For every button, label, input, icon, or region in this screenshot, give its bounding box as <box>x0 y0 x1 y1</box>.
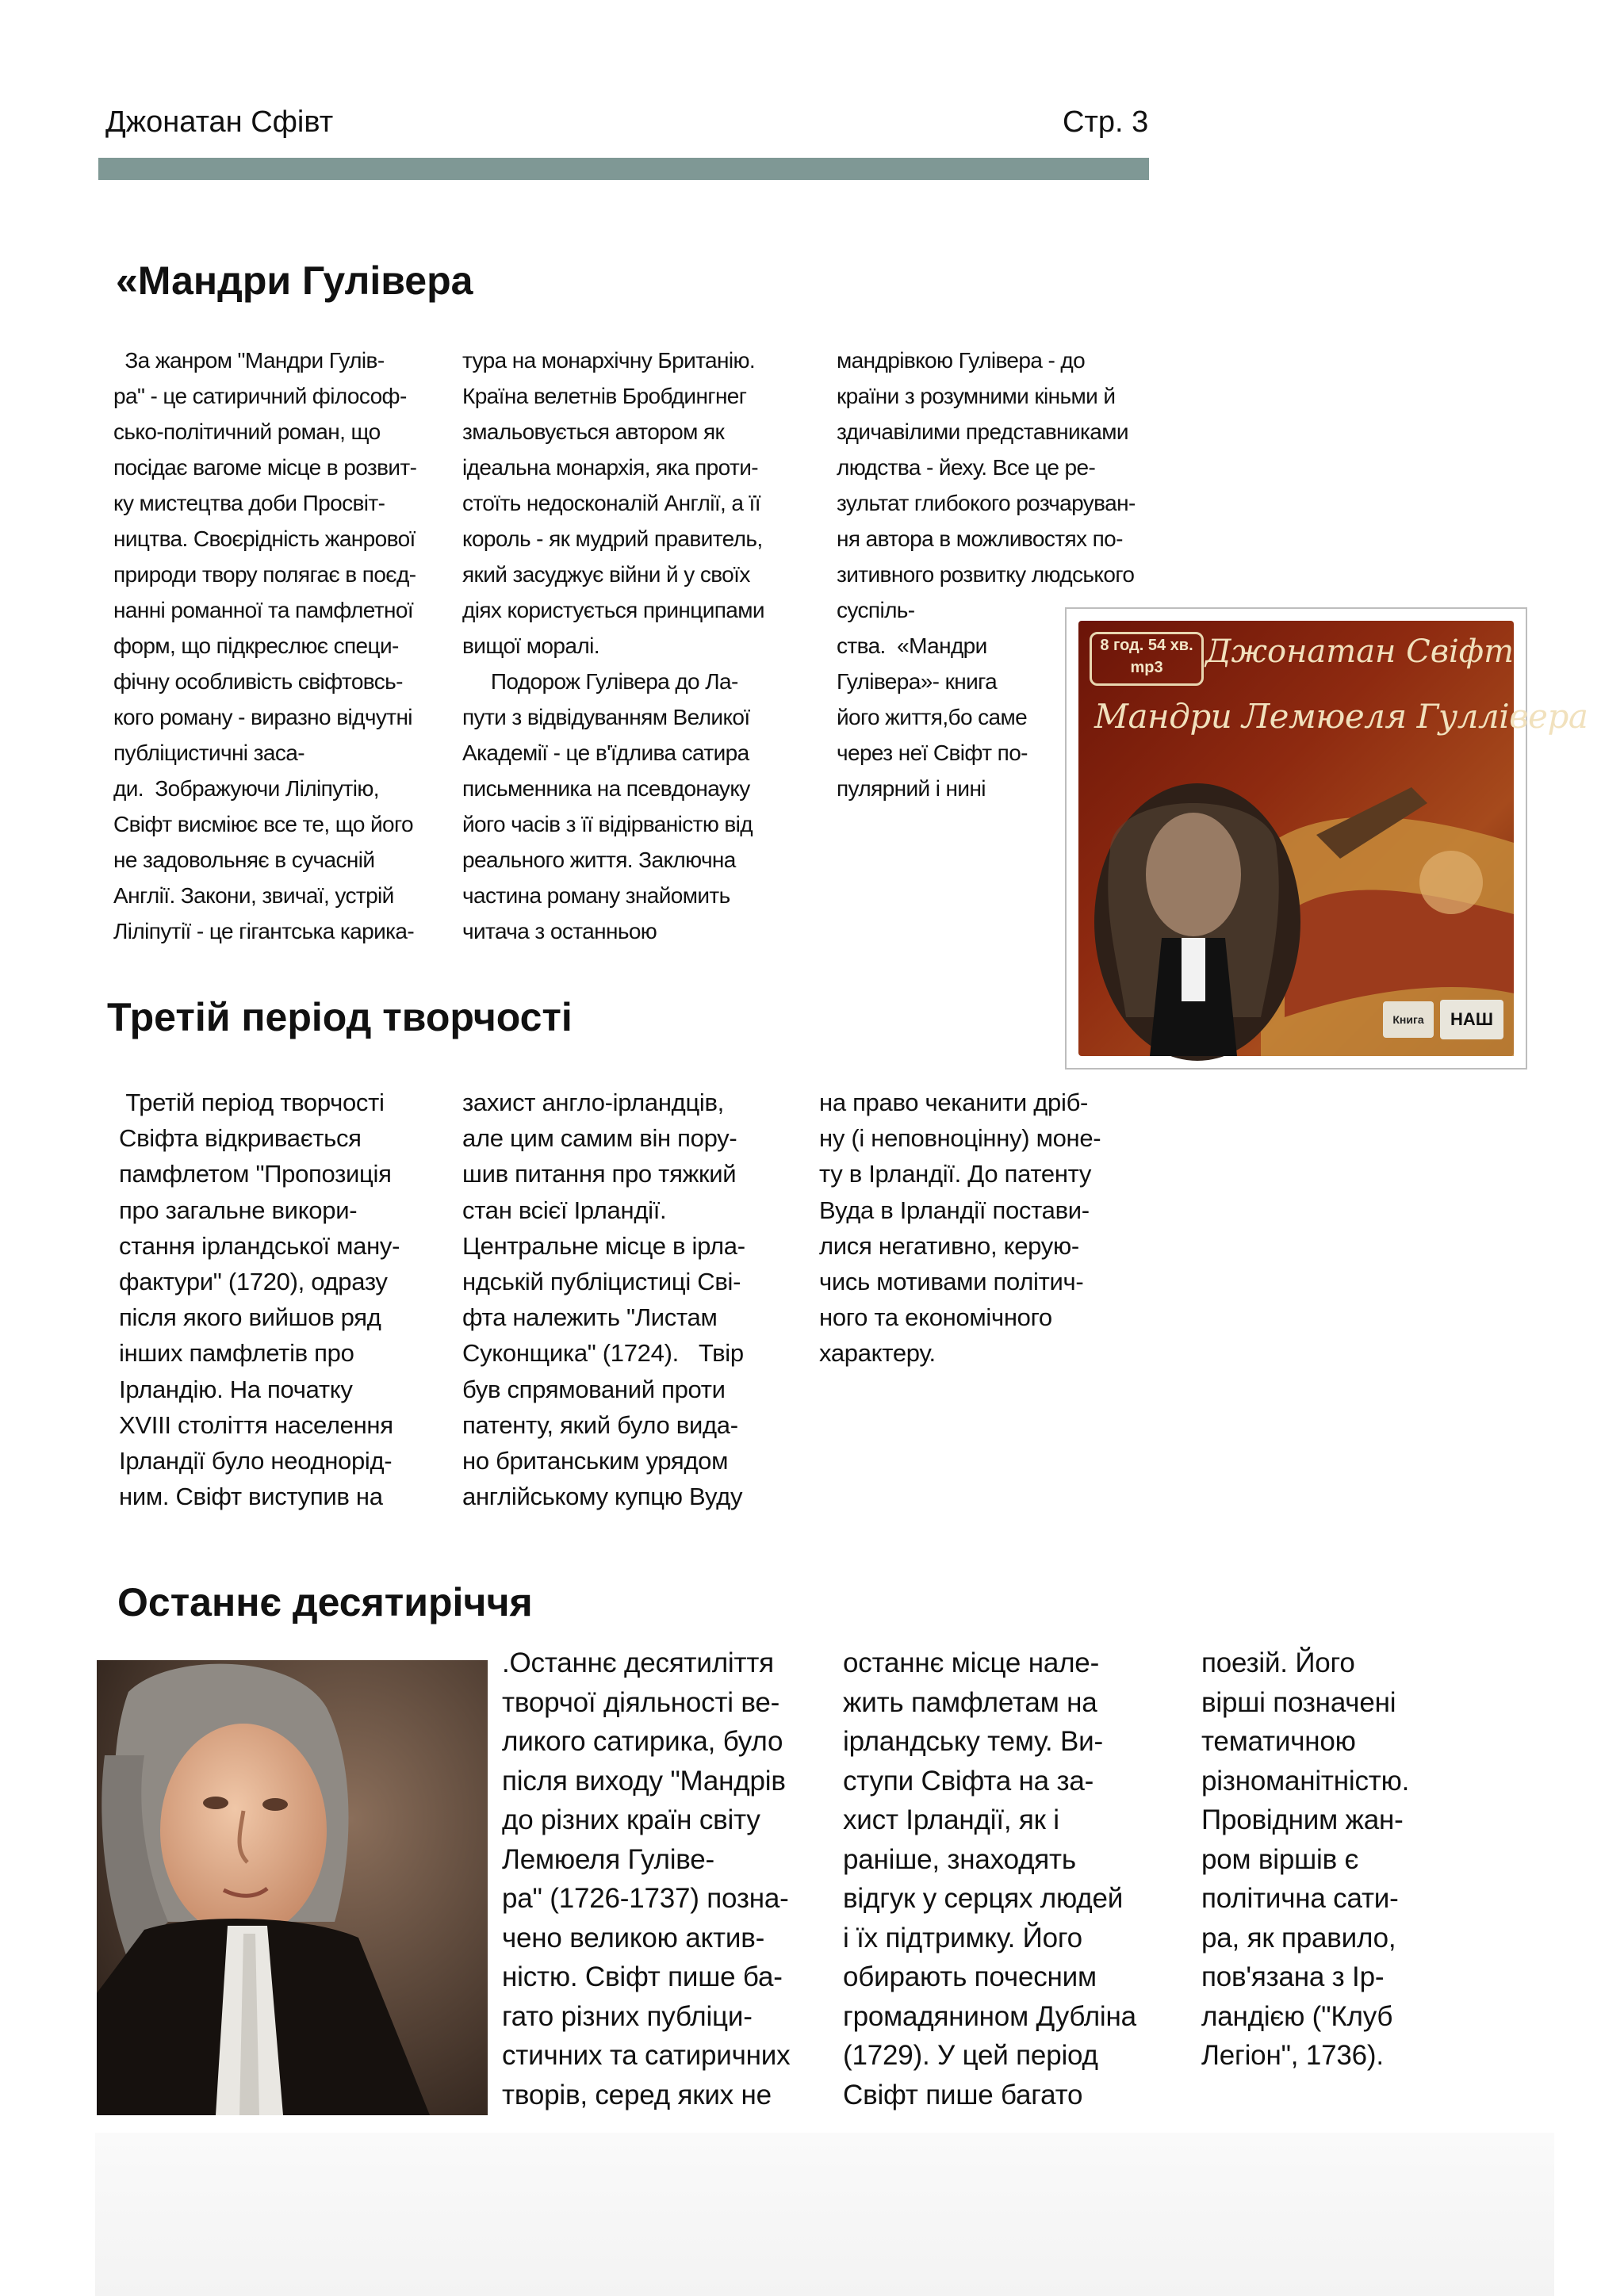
section-title-gulliver: «Мандри Гулівера <box>116 258 473 303</box>
gulliver-column-2: тура на монархічну Британію. Країна велетнів Бробдингнег змальовується автором як ідеальна монархія, яка проти- стоїть недосконалій Англії, а її король - як мудрий правитель, який засуджує війни й у своїх діях користується принципами вищої моралі. Подорож Гулівера до Ла- пути з відвідуванням Великої Академії - це в'їдлива сатира письменника на псевдонауку його часів з її відірваністю від реального життя. Заключна частина роману знайомить читача з останньою <box>462 348 764 943</box>
gulliver-column-3: мандрівкою Гулівера - до країни з розумними кіньми й здичавілими представниками людства - йеху. Все це ре- зультат глибокого розчаруван- ня автора в можливостях по- зитивного розвитку людського суспіль- ства. «Мандри Гулівера»- книга його життя,бо саме через неї Свіфт по- пулярний і нині <box>837 348 1136 801</box>
gulliver-column-1: За жанром "Мандри Гулів- ра" - це сатиричний філософ- сько-політичний роман, що посідає вагоме місце в розвит- ку мистецтва доби Просвіт- ництва. Своєрідність жанрової природи твору полягає в поєд- нанні романної та памфлетної форм, що підкреслює специ- фічну особливість свіфтовсь- кого роману - виразно відчутні публіцистичні заса- ди. Зображуючи Ліліпутію, Свіфт висміює все те, що його не задовольняє в сучасній Англії. Закони, звичаї, устрій Ліліпутії - це гігантська карика- <box>113 348 417 943</box>
cover-publisher-logo: Книга <box>1383 1001 1434 1038</box>
cover-format: mp3 <box>1130 659 1163 676</box>
header-rule <box>98 158 1149 180</box>
header-author: Джонатан Сфівт <box>105 105 334 139</box>
swift-portrait-image <box>97 1660 488 2115</box>
audiobook-cover-image <box>1078 621 1588 1056</box>
section-title-third-period: Третій період творчості <box>107 995 573 1039</box>
section-title-last-decade: Останнє десятиріччя <box>117 1580 533 1624</box>
cover-title: Мандри Лемюеля Гуллівера <box>1094 697 1588 736</box>
cover-author: Джонатан Свіфт <box>1205 633 1515 670</box>
last-decade-column-1: .Останнє десятиліття творчої діяльності ве- ликого сатирика, було після виходу "Мандрів до різних країн світу Лемюеля Гуліве- ра" (1726-1737) позна- чено великою актив- ністю. Свіфт пише ба- гато різних публіци- стичних та сатиричних творів, серед яких не <box>502 1647 791 2110</box>
cover-duration-badge <box>1090 632 1204 686</box>
last-decade-column-2: останнє місце нале- жить памфлетам на ірландську тему. Ви- ступи Свіфта на за- хист Ірландії, як і раніше, знаходять відгук у серцях людей і їх підтримку. Його обирають почесним громадянином Дубліна (1729). У цей період Свіфт пише багато <box>843 1647 1136 2110</box>
last-decade-column-3: поезій. Його вірші позначені тематичною різноманітністю. Провідним жан- ром віршів є політична сати- ра, як правило, пов'язана з Ір- ландією ("Клуб Легіон", 1736). <box>1201 1647 1410 2071</box>
page-bottom-shade <box>95 2133 1554 2296</box>
page-number: Стр. 3 <box>1063 105 1149 139</box>
third-period-column-2: захист англо-ірландців, але цим самим він пору- шив питання про тяжкий стан всієї Ірландії. Центральне місце в ірла- ндській публіцистиці Сві- фта належить "Листам Суконщика" (1724). Твір був спрямований проти патенту, який було вида- но британським урядом англійському купцю Вуду <box>462 1089 745 1511</box>
third-period-column-3: на право чеканити дріб- ну (і неповноцінну) моне- ту в Ірландії. До патенту Вуда в Ірландії постави- лися негативно, керую- чись мотивами політич- ного та економічного характеру. <box>819 1089 1101 1368</box>
cover-series-logo: НАШ <box>1440 1000 1503 1039</box>
cover-duration: 8 год. 54 хв. <box>1100 637 1193 654</box>
third-period-column-1: Третій період творчості Свіфта відкривається памфлетом "Пропозиція про загальне викори- стання ірландської ману- фактури" (1720), одразу після якого вийшов ряд інших памфлетів про Ірландію. На початку XVIII століття населення Ірландії було неоднорід- ним. Свіфт виступив на <box>119 1089 400 1511</box>
